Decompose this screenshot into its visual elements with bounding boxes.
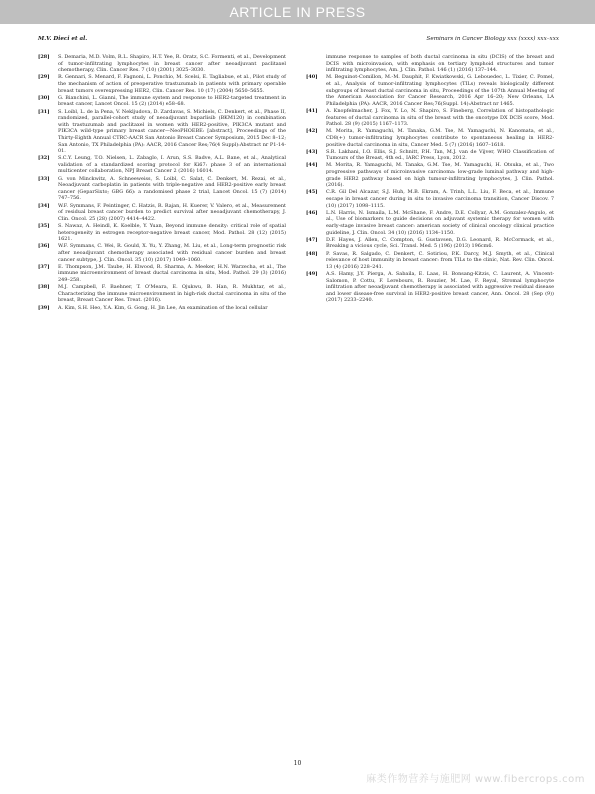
running-header [38, 36, 559, 46]
reference-item [38, 155, 286, 175]
reference-number: [47] [306, 236, 318, 243]
reference-number: [41] [306, 107, 318, 114]
reference-number: [36] [38, 243, 50, 250]
reference-item [306, 162, 554, 188]
reference-item [38, 109, 286, 155]
reference-item [38, 176, 286, 202]
reference-text: S. Nawaz, A. Heindl, K. Koelble, Y. Yuan, Beyond immune density: critical role of spatial heterogeneity in estrogen receptor-negative breast cancer, Mod. Pathol. 28 (12) (2015) 1621. [58, 223, 286, 243]
reference-item [38, 74, 286, 94]
reference-text: W.F. Symmans, F. Peintinger, C. Hatzis, R. Rajan, H. Kuerer, V. Valero, et al., Measurement of residual breast cancer burden to predict survival after neoadjuvant chemotherapy, J. Clin. Oncol. 25 (28) (2007) 4414–4422. [58, 202, 286, 222]
article-in-press-banner: ARTICLE IN PRESS [0, 0, 595, 24]
reference-text: R. Gennari, S. Menard, F. Fagnoni, L. Ponchio, M. Scelsi, E. Tagliabue, et al., Pilot study of the mechanism of action of preoperative trastuzumab in patients with primary operable breast tumors overexpressing HER2, Clin. Cancer Res. 10 (17) (2004) 5650–5655. [58, 74, 286, 94]
references-left-column [38, 54, 286, 312]
journal-running-head: Seminars in Cancer Biology xxx (xxxx) xxx–xxx [426, 36, 559, 42]
reference-text: immune response to samples of both ductal carcinoma in situ (DCIS) of the breast and DCIS with microinvasion, with emphasis on tertiary lymphoid structures and tumor infiltrating lymphocytes, Am. J. Clin. Pathol. 146 (1) (2016) 137–144. [326, 54, 554, 74]
reference-text: M. Morita, R. Yamaguchi, M. Tanaka, G.M. Tse, M. Yamaguchi, N. Kanomata, et al., CD8(+) tumor-infiltrating lymphocytes contribute to spontaneous healing in HER2-positive ductal carcinoma in situ, Cancer Med. 5 (7) (2016) 1607–1618. [326, 128, 554, 148]
reference-item [306, 189, 554, 209]
reference-text: E. Thompson, J.M. Taube, H. Elwood, R. Sharma, A. Meeker, H.N. Warzecha, et al., The immune microenvironment of breast ductal carcinoma in situ, Mod. Pathol. 29 (3) (2016) 249–258. [58, 263, 286, 283]
reference-number: [31] [38, 108, 50, 115]
reference-text: M. Beguinot-Comillon, M.-M. Dauphit, F. Kwiatkowski, G. Lebouedec, L. Tixier, C. Pomel, et al., Analysis of tumor-infiltrating lymphocytes (TILs) reveals biologically different subgroups of breast ductal carcinoma in situ, Proceedings of the 107th Annual Meeting of the American Association for Cancer Research, 2016 Apr 16–20; New Orleans, LA Philadelphia (PA): AACR, 2016 Cancer Res;76(Suppl. 14):Abstract nr 1465. [326, 74, 554, 107]
reference-number: [40] [306, 74, 318, 81]
reference-number: [38] [38, 284, 50, 291]
reference-number: [29] [38, 74, 50, 81]
reference-item [306, 74, 554, 107]
author-running-head: M.V. Dieci et al. [38, 36, 88, 42]
reference-text: C.R. Gil Del Alcazar, S.J. Huh, M.B. Ekram, A. Trinh, L.L. Liu, F. Beca, et al., Immune escape in breast cancer during in situ to invasive carcinoma transition, Cancer Discov. 7 (10) (2017) 1098–1115. [326, 189, 554, 209]
reference-item [38, 243, 286, 263]
reference-number: [42] [306, 128, 318, 135]
reference-number: [48] [306, 250, 318, 257]
reference-item [306, 251, 554, 271]
reference-text: A.S. Hamy, J.Y. Pierga, A. Sabaila, E. Laas, H. Bonsang-Kitzis, C. Laurent, A. Vincent-Salomon, P. Cottu, F. Lerebours, R. Rouzier, M. Lae, F. Reyal, Stromal lymphocyte infiltration after neoadjuvant chemotherapy is associated with aggressive residual disease and lower disease-free survival in HER2-positive breast cancer, Ann. Oncol. 28 (Sep (9)) (2017) 2233–2240. [326, 270, 554, 304]
reference-item [38, 284, 286, 304]
reference-number: [33] [38, 175, 50, 182]
reference-item [306, 237, 554, 250]
reference-text: G. von Minckwitz, A. Schneeweiss, S. Loibl, C. Salat, C. Denkert, M. Rezai, et al., Neoadjuvant carboplatin in patients with triple-negative and HER2-positive early breast cancer (GeparSixto; GBG 66): a randomised phase 2 trial, Lancet Oncol. 15 (7) (2014) 747–756. [58, 175, 286, 202]
page-number: 10 [293, 760, 302, 767]
site-watermark: 麻类作物营养与施肥网 www.fibercrops.com [366, 774, 585, 785]
reference-item [38, 305, 286, 312]
reference-number: [30] [38, 94, 50, 101]
reference-text: M.J. Campbell, F. Baehner, T. O'Meara, E. Ojukwu, B. Han, R. Mukhtar, et al., Characterizing the immune microenvironment in high-risk ductal carcinoma in situ of the breast, Breast Cancer Res. Treat. (2016). [58, 284, 286, 304]
reference-text: A. Kim, S.H. Heo, Y.A. Kim, G. Gong, H. Jin Lee, An examination of the local cellular [58, 304, 268, 311]
reference-item [38, 95, 286, 108]
reference-item [38, 264, 286, 284]
reference-text: S.R. Lakhani, I.O. Ellis, S.J. Schnitt, P.H. Tan, M.J. van de Vijver, WHO Classification of Tumours of the Breast, 4th ed., IARC Press, Lyon, 2012. [326, 148, 554, 162]
reference-number: [45] [306, 189, 318, 196]
reference-text: S. Loibl, L. de la Pena, V. Nekljudova, D. Zardavas, S. Michiels, C. Denkert, et al., Phase II, randomized, parallel-cohort study of neoadjuvant buparlisib (BKM120) in combination with trastuzumab and paclitaxel in women with HER2-positive, PIK3CA mutant and PIK3CA wild-type primary breast cancer—NeoPHOEBE: [abstract], Proceedings of the Thirty-Eighth Annual CTRC-AACR San Antonio Breast Cancer Symposium, 2015 Dec 8–12; San Antonio, TX Philadelphia (PA): AACR, 2016 Cancer Res;76(4 Suppl):Abstract nr P1-14-01. [58, 108, 286, 155]
reference-item [306, 128, 554, 148]
reference-number: [49] [306, 270, 318, 277]
reference-number: [46] [306, 209, 318, 216]
reference-number: [28] [38, 54, 50, 60]
reference-number: [34] [38, 202, 50, 209]
reference-text: G. Bianchini, L. Gianni, The immune system and response to HER2-targeted treatment in breast cancer, Lancet Oncol. 15 (2) (2014) e58–68. [58, 94, 286, 108]
reference-item [38, 203, 286, 223]
reference-item [306, 108, 554, 128]
reference-number: [44] [306, 162, 318, 169]
reference-number: [37] [38, 263, 50, 270]
references-right-column [306, 54, 554, 305]
reference-item [306, 149, 554, 162]
reference-number: [43] [306, 148, 318, 155]
reference-number: [39] [38, 304, 50, 311]
reference-continuation [306, 54, 554, 74]
reference-item [38, 223, 286, 243]
reference-number: [35] [38, 223, 50, 229]
reference-number: [32] [38, 155, 50, 162]
reference-text: A. Knopfelmacher, J. Fox, Y. Lo, N. Shapiro, S. Fineberg, Correlation of histopathologic features of ductal carcinoma in situ of the breast with the oncotype DX DCIS score, Mod. Pathol. 28 (9) (2015) 1167–1173. [326, 107, 554, 128]
reference-text: P. Savas, R. Salgado, C. Denkert, C. Sotiriou, P.K. Darcy, M.J. Smyth, et al., Clinical relevance of host immunity in breast cancer: from TILs to the clinic, Nat. Rev. Clin. Oncol. 13 (4) (2016) 228–241. [326, 250, 554, 270]
reference-text: S.C.Y. Leung, T.O. Nielsen, L. Zabaglo, I. Arun, S.S. Badve, A.L. Bane, et al., Analytical validation of a standardized scoring protocol for Ki67: phase 3 of an international multicenter collaboration, NPJ Breast Cancer 2 (2016) 16014. [58, 155, 286, 175]
reference-text: L.N. Harris, N. Ismaila, L.M. McShane, F. Andre, D.E. Collyar, A.M. Gonzalez-Angulo, et al., Use of biomarkers to guide decisions on adjuvant systemic therapy for women with early-stage invasive breast cancer: american society of clinical oncology clinical practice guideline, J. Clin. Oncol. 34 (10) (2016) 1134–1150. [326, 209, 554, 236]
reference-text: S. Demaria, M.D. Volm, R.L. Shapiro, H.T. Yee, R. Oratz, S.C. Formenti, et al., Development of tumor-infiltrating lymphocytes in breast cancer after neoadjuvant paclitaxel chemotherapy, Clin. Cancer Res. 7 (10) (2001) 3025–3030. [58, 54, 286, 74]
reference-text: M. Morita, R. Yamaguchi, M. Tanaka, G.M. Tse, M. Yamaguchi, H. Otsuka, et al., Two progressive pathways of microinvasive carcinoma: low-grade luminal pathway and high-grade HER2 pathway based on high tumour-infiltrating lymphocytes, J. Clin. Pathol. (2016). [326, 162, 554, 189]
reference-text: W.F. Symmans, C. Wei, R. Gould, X. Yu, Y. Zhang, M. Liu, et al., Long-term prognostic risk after neoadjuvant chemotherapy associated with residual cancer burden and breast cancer subtype, J. Clin. Oncol. 35 (10) (2017) 1049–1060. [58, 243, 286, 263]
reference-item [38, 54, 286, 74]
reference-item [306, 210, 554, 236]
reference-item [306, 271, 554, 304]
reference-text: D.F. Hayes, J. Allen, C. Compton, G. Gustavsen, D.G. Leonard, R. McCormack, et al., Breaking a vicious cycle, Sci. Transl. Med. 5 (196) (2013) 196cm6. [326, 236, 554, 250]
